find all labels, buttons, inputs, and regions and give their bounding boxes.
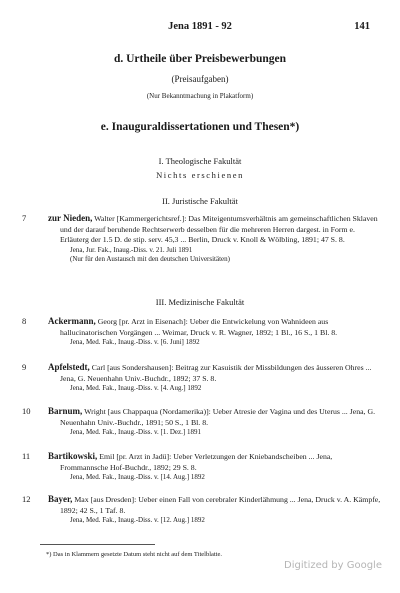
- entry-diss-note: Jena, Med. Fak., Inaug.-Diss. v. [12. Aug.] 1892: [70, 516, 205, 525]
- footnote-rule: [40, 544, 155, 545]
- author-name: Ackermann,: [48, 316, 96, 326]
- entry-diss-note: Jena, Jur. Fak., Inaug.-Diss. v. 21. Juli 1891: [70, 245, 193, 254]
- entry-number: 10: [22, 406, 31, 416]
- entry-exchange-note: (Nur für den Austausch mit den deutschen Universitäten): [70, 255, 230, 264]
- footnote: *) Das in Klammern gesetzte Datum steht nicht auf dem Titelblatte.: [46, 551, 223, 558]
- entry-text: Max [aus Dresden]: Ueber einen Fall von cerebraler Kinderlähmung ... Jena, Druck v. A. Kämpfe, 1892; 42 S., 1 Taf. 8.: [60, 495, 381, 515]
- running-header: [0, 21, 400, 35]
- section-d-note: (Nur Bekanntmachung in Plakatform): [146, 92, 254, 100]
- entry-text: Georg [pr. Arzt in Eisenach]: Ueber die Entwickelung von Wahnideen aus hallucinatorischen Vorgängen ... Weimar, Druck v. R. Wagner, 1892; 1 Bl., 16 S., 1 Bl. 8.: [60, 317, 338, 337]
- entry-body: [48, 316, 382, 338]
- entry-body: [48, 362, 382, 384]
- section-d-heading: d. Urtheile über Preisbewerbungen: [113, 53, 287, 65]
- running-title: Jena 1891 - 92: [168, 21, 232, 32]
- entry-text: Emil [pr. Arzt in Jadü]: Ueber Verletzungen der Kniebandscheiben ... Jena, Frommannsche Hof-Buchdr., 1892; 29 S. 8.: [60, 452, 333, 472]
- entry-diss-note: Jena, Med. Fak., Inaug.-Diss. v. [4. Aug.] 1892: [70, 384, 202, 393]
- entry-7: [22, 213, 382, 265]
- entry-text: Walter [Kammergerichtsref.]: Das Miteigentumsverhältnis am gemeinschaftlichen Sklaven und der darauf beruhende Rechtserwerb desselben für die mehreren Herren dargest. in Form e. Erläuterg der 1.5 D. de stip. serv. 45,3 ... Berlin, Druck v. Knoll & Wölbling, 1891; 47 S. 8.: [60, 214, 378, 245]
- entry-number: 9: [22, 362, 27, 372]
- author-name: Barnum,: [48, 406, 83, 416]
- entry-body: [48, 494, 382, 516]
- entry-diss-note: Jena, Med. Fak., Inaug.-Diss. v. [14. Aug.] 1892: [70, 473, 205, 482]
- entry-number: 8: [22, 316, 27, 326]
- entry-body: [48, 213, 382, 246]
- faculty-theology-heading: I. Theologische Fakultät: [158, 156, 242, 166]
- entry-diss-note: Jena, Med. Fak., Inaug.-Diss. v. [1. Dez.] 1891: [70, 428, 201, 437]
- entry-number: 12: [22, 494, 31, 504]
- page-number: 141: [354, 21, 370, 32]
- entry-10: [22, 406, 382, 438]
- author-name: Bartikowski,: [48, 451, 98, 461]
- entry-body: [48, 451, 382, 473]
- author-name: Apfelstedt,: [48, 362, 90, 372]
- faculty-law-heading: II. Juristische Fakultät: [162, 196, 238, 206]
- entry-9: [22, 362, 382, 394]
- author-name: Bayer,: [48, 494, 73, 504]
- author-name: zur Nieden,: [48, 213, 93, 223]
- entry-number: 11: [22, 451, 31, 461]
- entry-text: Carl [aus Sondershausen]: Beitrag zur Kasuistik der Missbildungen des äusseren Ohres ... Jena, G. Neuenhahn Univ.-Buchdr., 1892; 37 S. 8.: [60, 363, 372, 383]
- entry-text: Wright [aus Chappaqua (Nordamerika)]: Ueber Atresie der Vagina und des Uterus ... Jena, G. Neuenhahn Univ.-Buchdr., 1891; 50 S., 1 Bl. 8.: [60, 407, 376, 427]
- faculty-medicine-heading: III. Medizinische Fakultät: [155, 297, 245, 307]
- entry-8: [22, 316, 382, 348]
- entry-body: [48, 406, 382, 428]
- faculty-theology-note: Nichts erschienen: [156, 170, 244, 180]
- entry-12: [22, 494, 382, 526]
- entry-11: [22, 451, 382, 483]
- watermark: Digitized by Google: [284, 560, 382, 571]
- entry-diss-note: Jena, Med. Fak., Inaug.-Diss. v. [6. Juni] 1892: [70, 338, 200, 347]
- entry-number: 7: [22, 213, 27, 223]
- section-e-heading: e. Inauguraldissertationen und Thesen*): [100, 121, 300, 133]
- section-d-subheading: (Preisaufgaben): [171, 74, 229, 84]
